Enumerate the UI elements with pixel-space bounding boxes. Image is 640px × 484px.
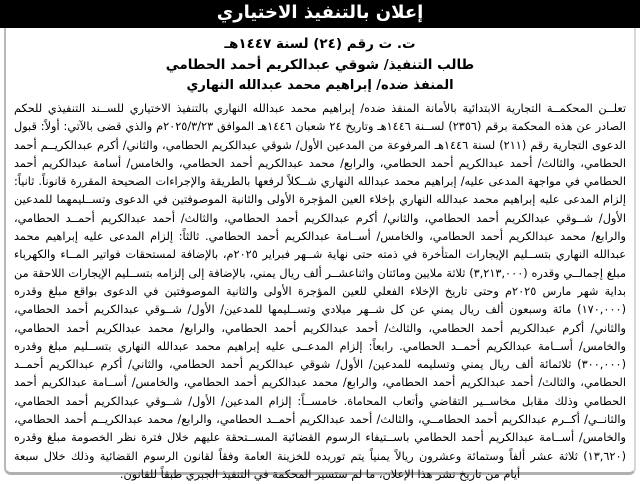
- title-block: [14, 32, 626, 96]
- debtor-line: المنفذ ضده/ إبراهيم محمد عبدالله النهاري: [186, 77, 454, 93]
- header-banner: [0, 0, 640, 28]
- notice-closing-line: أيام من تاريخ نشر هذا الإعلان، ما لم ستسير المحكمة في التنفيذ الجبري طبقاً للقانون.: [119, 467, 521, 481]
- banner-title: إعلان بالتنفيذ الاختياري: [216, 2, 424, 23]
- notice-body-paragraph: تعلــن المحكمــة التجارية الابتدائية بالأمانة المنفذ ضده/ إبراهيم محمد عبدالله النهاري بالتنفيذ الاختياري للســند التنفيذي للحكم الصادر عن هذه المحكمة برقم (٢٣٥٦) لســنة ١٤٤٦هـ وتاريخ ٢٤ شعبان ١٤٤٦هـ الموافق ٢٠٢٥/٣/٢٣م والذي قضى بالآتي: أولاً: قبول الدعوى التجارية رقم (٢١١) لسنة ١٤٤٦هـ المرفوعة من المدعين الأول/ شوقي عبدالكريم الحطامي، والثاني/ أكرم عبدالكريــم أحمد الحطامي، والثالث/ أحمد عبدالكريم أحمد الحطامي، والرابع/ محمد عبدالكريم أحمد الحطامي، والخامس/ أسامة عبدالكريم أحمد الحطامي في مواجهة المدعى عليه/ إبراهيم محمد عبدالله النهاري شــكلاً لرفعها بالطريقة والإجراءات الصحيحة المقررة قانوناً. ثانياً: إلزام المدعى عليه إبراهيم محمد عبدالله النهاري بإخلاء العين المؤجرة الأولى والثانية الموصوفتين في الدعوى وتســليمهما للمدعين الأول/ شــوقي عبدالكريم أحمد الحطامي، والثاني/ أكرم عبدالكريم أحمد الحطامي، والثالث/ أحمد عبدالكريم أحمــد الحطامي، والرابع/ محمد عبدالكريم أحمد الحطامي، والخامس/ أســامة عبدالكريم أحمد الحطامي. ثالثاً: إلزام المدعى عليه إبراهيم محمد عبدالله النهاري بتســليم الإيجارات المتأخرة في ذمته حتى نهاية شــهر فبراير ٢٠٢٥م، بالإضافة لمستحقات فواتير المــاء والكهرباء مبلغ إجمالــي وقدره (٣,٢١٣,٠٠٠) ثلاثة ملايين ومائتان واثناعشــر ألف ريال يمني، بالإضافة إلى إلزامه بتســليم الإيجارات اللاحقة من بداية شهر مارس ٢٠٢٥م وحتى تاريخ الإخلاء الفعلي للعين المؤجرة الأولى والثانية الموصوفتين في الدعوى بواقع مبلغ وقدره (١٧٠,٠٠٠) مائة وسبعون ألف ريال يمني عن كل شــهر ميلادي وتســليمها للمدعين/ الأول/ شــوقي عبدالكريم أحمد الحطامي، والثاني/ أكرم عبدالكريم أحمد الحطامي، والثالث/ أحمد عبدالكريم أحمد الحطامي، والرابع/ محمد عبدالكريم أحمد الحطامي، والخامس/ أســامة عبدالكريم أحمــد الحطامي. رابعاً: إلزام المدعــى عليه إبراهيم محمد عبدالله النهاري بتســليم مبلغ وقدره (٣٠٠,٠٠٠) ثلاثمائة ألف ريال يمني وتسليمه للمدعين/ الأول/ شوقي عبدالكريم أحمد الحطامي، والثاني/ أكرم عبدالكريم أحمــد الحطامي، والثالث/ أحمد عبدالكريم أحمد الحطامي، والرابع/ محمد عبدالكريم أحمد الحطامي، والخامس/ أســامة عبدالكريم أحمد الحطامي وذلك مقابل مخاســير التقاضي وأتعاب المحاماة. خامســاً: إلزام المدعين/ الأول/ شــوقي عبدالكريم أحمد الحطامي، والثانــي/ أكــرم عبدالكريم أحمد الحطامــي، والثالث/ أحمد عبدالكريم أحمــد الحطامي، والرابع/ محمد عبدالكريــم أحمد الحطامي، والخامس/ أســامة عبدالكريم أحمد الحطامي باســتيفاء الرسوم القضائية المســتحقة عليهم خلال فترة نظر الخصومة مبلغ وقدره (١٣,٦٢٠) ثلاثة عشر ألفاً وستمائة وعشرون ريالاً يمنياً يتم توريده للخزينة العامة وفقاً لقانون الرسوم القضائية وذلك خلال سبعة: [14, 101, 626, 463]
- creditor-line: طالب التنفيذ/ شوقي عبدالكريم أحمد الحطامي: [165, 56, 475, 73]
- case-number-line: ت. ت رقم (٢٤) لسنة ١٤٤٧هـ: [224, 36, 416, 52]
- notice-card: [4, 28, 636, 481]
- notice-body: [14, 100, 626, 484]
